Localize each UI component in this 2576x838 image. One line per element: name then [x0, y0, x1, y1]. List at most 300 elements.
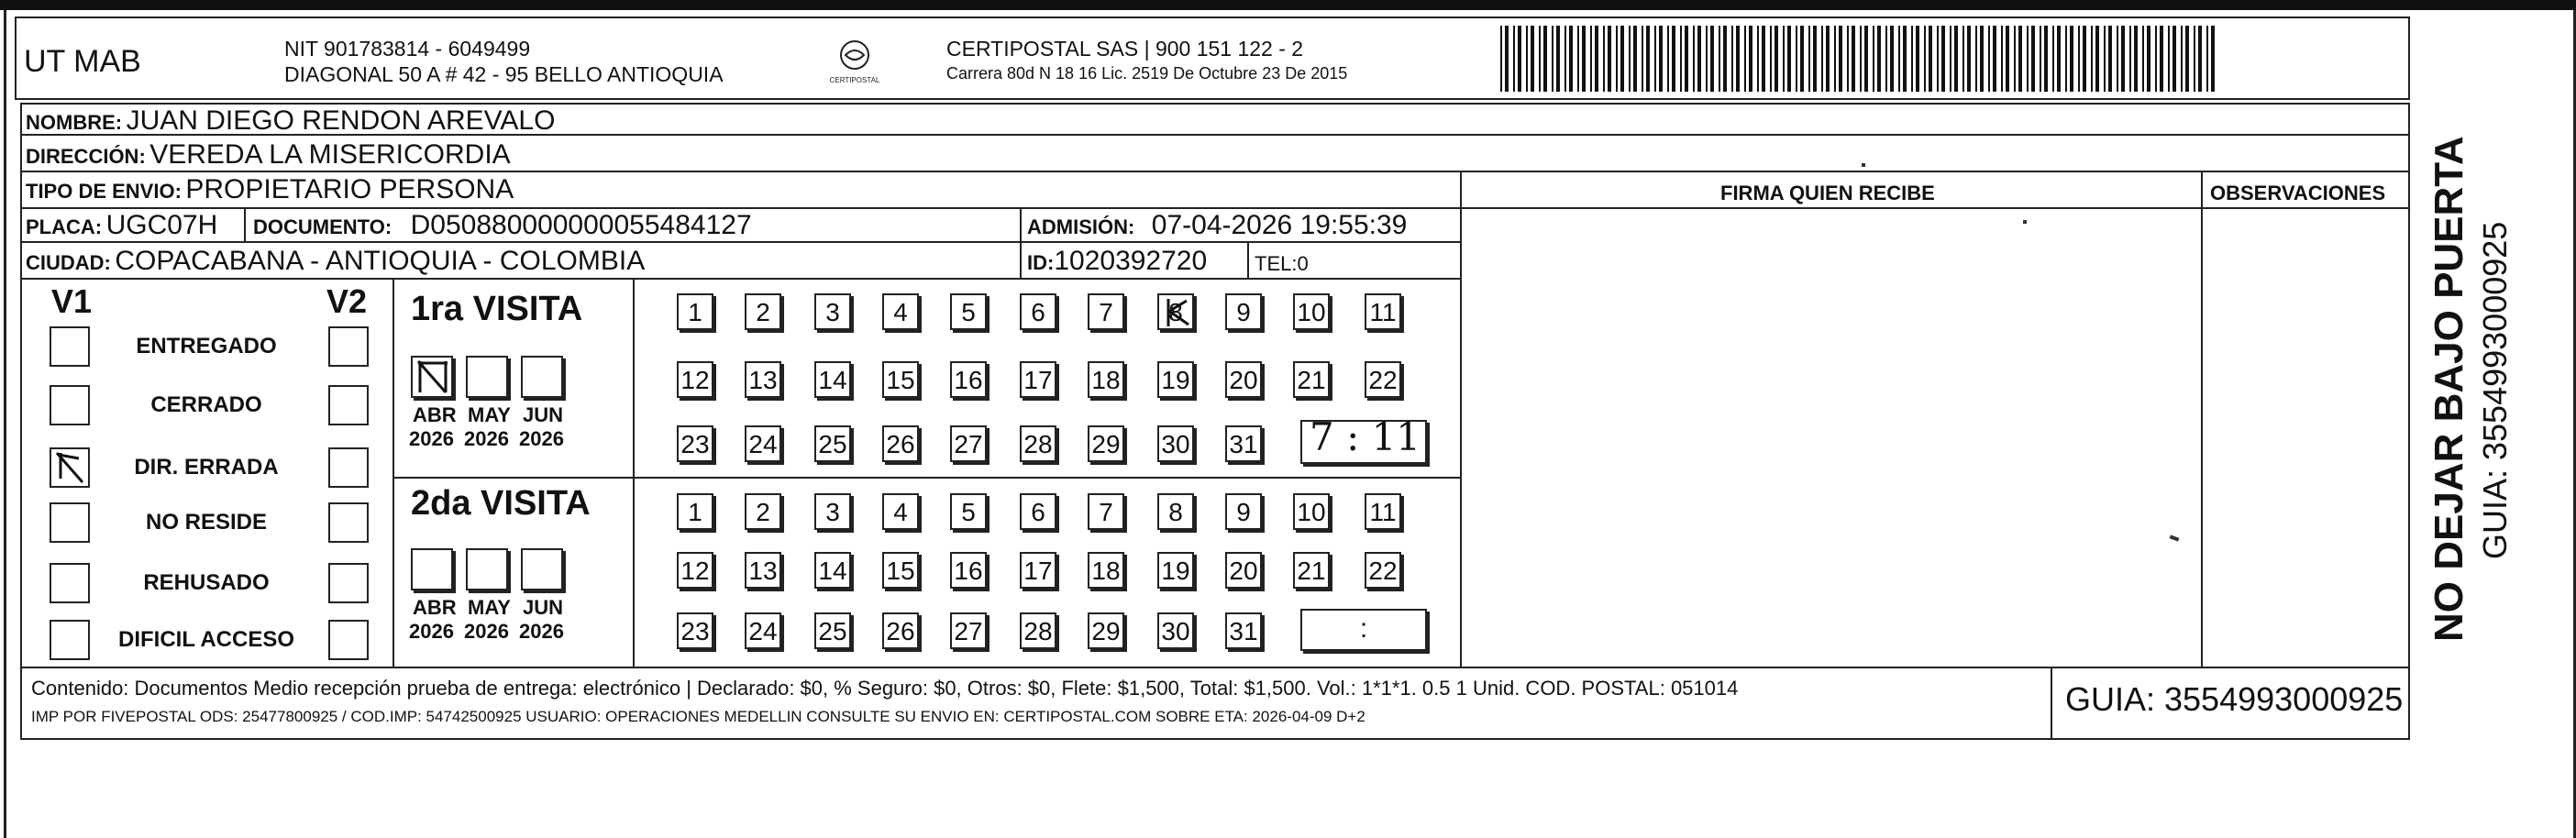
barcode-bar: [2031, 26, 2035, 92]
tipo-row: TIPO DE ENVIO: PROPIETARIO PERSONA: [26, 174, 514, 204]
day-box[interactable]: [1020, 493, 1056, 530]
day-number: 1: [688, 298, 702, 326]
barcode-bar: [1505, 26, 1509, 92]
side-warning: NO DEJAR BAJO PUERTA: [2427, 136, 2471, 642]
day-box[interactable]: [882, 493, 919, 530]
day-number: 6: [1031, 498, 1045, 526]
day-box[interactable]: [1293, 493, 1330, 530]
barcode-bar: [1885, 26, 1887, 92]
status-label: DIFICIL ACCESO: [117, 627, 294, 652]
visit1-time: 7 : 11: [1310, 414, 1421, 459]
day-box[interactable]: [745, 552, 781, 589]
day-box[interactable]: [950, 493, 987, 530]
barcode-bar: [1898, 26, 1900, 92]
day-box[interactable]: [1365, 361, 1401, 398]
v2-header: V2: [326, 282, 368, 320]
day-number: 13: [748, 557, 778, 585]
side-guia: GUIA: 3554993000925: [2476, 221, 2514, 559]
day-number: 8: [1168, 298, 1183, 326]
col-line: [244, 207, 246, 241]
barcode-bar: [1642, 26, 1643, 92]
barcode-bar: [2172, 26, 2176, 92]
day-box[interactable]: [882, 293, 919, 330]
month-checkbox[interactable]: [521, 548, 563, 590]
barcode-bar: [1967, 26, 1971, 92]
day-number: 20: [1229, 366, 1258, 394]
barcode-bar: [2057, 26, 2061, 92]
nombre-row: NOMBRE: JUAN DIEGO RENDON AREVALO: [26, 105, 556, 136]
day-box[interactable]: [1157, 293, 1194, 330]
day-box[interactable]: [1020, 552, 1056, 589]
barcode-bar: [1826, 26, 1830, 92]
day-number: 11: [1369, 498, 1397, 526]
admision-row: ADMISIÓN: 07-04-2026 19:55:39: [1027, 210, 1408, 240]
barcode-bar: [2006, 26, 2009, 92]
visit2-title: 2da VISITA: [411, 484, 591, 523]
day-box[interactable]: [1293, 552, 1330, 589]
col-line: [2051, 667, 2052, 740]
day-number: 19: [1161, 366, 1190, 394]
barcode-bar: [1903, 26, 1907, 92]
day-box[interactable]: [814, 425, 851, 462]
day-box[interactable]: [745, 612, 781, 649]
day-number: 22: [1368, 557, 1398, 585]
month-checkbox[interactable]: [521, 356, 563, 398]
day-box[interactable]: [1157, 493, 1194, 530]
day-number: 10: [1297, 498, 1326, 526]
ciudad-row: CIUDAD: COPACABANA - ANTIOQUIA - COLOMBIA: [26, 246, 646, 276]
status-label: CERRADO: [150, 392, 262, 417]
day-box[interactable]: [1088, 493, 1124, 530]
col-line: [2201, 171, 2203, 667]
barcode-bar: [1680, 26, 1682, 92]
year-label: 2026: [464, 620, 509, 643]
day-number: 27: [954, 617, 983, 645]
day-number: 6: [1031, 298, 1045, 326]
top-border: [0, 0, 2576, 10]
barcode-bar: [2168, 26, 2170, 92]
barcode-bar: [1564, 26, 1566, 92]
day-number: 21: [1297, 557, 1326, 585]
day-number: 15: [886, 557, 915, 585]
barcode-bar: [1500, 26, 1502, 92]
day-number: 19: [1161, 557, 1190, 585]
barcode-bar: [1539, 26, 1541, 92]
day-number: 24: [748, 617, 778, 645]
admision-value: 07-04-2026 19:55:39: [1151, 210, 1408, 240]
barcode-bar: [2181, 26, 2183, 92]
day-number: 24: [748, 430, 778, 458]
placa-value: UGC07H: [105, 210, 218, 240]
barcode-bar: [2044, 26, 2048, 92]
barcode-bar: [1860, 26, 1862, 92]
barcode-bar: [2134, 26, 2138, 92]
day-box[interactable]: [1088, 425, 1124, 462]
day-box[interactable]: [814, 293, 851, 330]
month-label: JUN: [523, 403, 564, 426]
day-number: 9: [1236, 498, 1251, 526]
day-number: 23: [680, 430, 710, 458]
barcode-bar: [1783, 26, 1785, 92]
barcode-bar: [1770, 26, 1772, 92]
barcode-bar: [1988, 26, 1990, 92]
barcode-bar: [1531, 26, 1534, 92]
day-number: 26: [886, 430, 915, 458]
month-label: ABR: [413, 596, 457, 619]
day-box[interactable]: [1225, 612, 1262, 649]
col-line: [1247, 241, 1249, 278]
barcode-bar: [1595, 26, 1598, 92]
barcode-bar: [2091, 26, 2093, 92]
v1-checkbox[interactable]: [50, 385, 90, 425]
day-number: 18: [1091, 366, 1121, 394]
v1-checkbox[interactable]: [50, 447, 90, 488]
day-number: 29: [1091, 617, 1121, 645]
day-number: 16: [954, 366, 983, 394]
v1-checkbox[interactable]: [50, 502, 90, 543]
day-box[interactable]: [1157, 425, 1194, 462]
barcode-bar: [2194, 26, 2195, 92]
firma-header: FIRMA QUIEN RECIBE: [1720, 182, 1935, 204]
barcode-bar: [1629, 26, 1631, 92]
day-number: 25: [818, 617, 847, 645]
day-box[interactable]: [1088, 361, 1124, 398]
v2-checkbox[interactable]: [328, 563, 369, 603]
visit2-time-box[interactable]: [1300, 609, 1427, 651]
day-box[interactable]: [950, 293, 987, 330]
carrier-name: CERTIPOSTAL SAS | 900 151 122 - 2: [946, 37, 1304, 61]
barcode-bar: [1774, 26, 1778, 92]
barcode-bar: [1513, 26, 1515, 92]
day-number: 20: [1229, 557, 1258, 585]
barcode-bar: [1744, 26, 1746, 92]
svg-text:CERTIPOSTAL: CERTIPOSTAL: [829, 76, 880, 84]
day-number: 9: [1236, 298, 1251, 326]
barcode-bar: [1697, 26, 1701, 92]
visit2-time-placeholder: :: [1359, 613, 1368, 644]
barcode-bar: [2211, 26, 2215, 92]
barcode-bar: [2014, 26, 2016, 92]
month-checkbox[interactable]: [466, 356, 508, 398]
day-number: 25: [818, 430, 847, 458]
day-box[interactable]: [814, 552, 851, 589]
barcode-bar: [1710, 26, 1714, 92]
tipo-value: PROPIETARIO PERSONA: [185, 174, 514, 204]
day-box[interactable]: [950, 361, 987, 398]
day-number: 14: [818, 557, 847, 585]
col-line: [2408, 103, 2410, 740]
day-box[interactable]: [677, 552, 713, 589]
barcode-bar: [2121, 26, 2125, 92]
check-mark-icon: [413, 358, 451, 396]
barcode-bar: [1762, 26, 1765, 92]
day-box[interactable]: [677, 493, 713, 530]
barcode-bar: [2070, 26, 2073, 92]
day-number: 5: [961, 298, 976, 326]
day-box[interactable]: [1020, 293, 1056, 330]
documento-row: DOCUMENTO: D050880000000055484127: [253, 210, 752, 240]
day-number: 28: [1023, 617, 1053, 645]
day-number: 27: [954, 430, 983, 458]
day-box[interactable]: [882, 425, 919, 462]
carrier-license: Carrera 80d N 18 16 Lic. 2519 De Octubre 23 De 2015: [946, 64, 1348, 83]
direccion-value: VEREDA LA MISERICORDIA: [149, 139, 511, 170]
visit1-time-box[interactable]: [1300, 414, 1427, 464]
barcode-bar: [2018, 26, 2022, 92]
footer-guia: GUIA: 3554993000925: [2065, 680, 2404, 718]
barcode-bar: [1706, 26, 1708, 92]
status-label: NO RESIDE: [145, 510, 268, 535]
day-box[interactable]: [882, 552, 919, 589]
barcode-bar: [2206, 26, 2208, 92]
day-box[interactable]: [1088, 612, 1124, 649]
direccion-row: DIRECCIÓN: VEREDA LA MISERICORDIA: [26, 139, 511, 170]
day-number: 30: [1161, 617, 1190, 645]
month-checkbox[interactable]: [466, 548, 508, 590]
id-row: ID:1020392720: [1027, 246, 1208, 276]
day-box[interactable]: [677, 612, 713, 649]
day-box[interactable]: [745, 293, 781, 330]
day-number: 16: [954, 557, 983, 585]
barcode-bar: [1731, 26, 1733, 92]
day-box[interactable]: [745, 425, 781, 462]
col-line: [633, 278, 635, 667]
barcode-bar: [1980, 26, 1984, 92]
day-number: 3: [825, 498, 840, 526]
barcode-bar: [2147, 26, 2150, 92]
day-box[interactable]: [1225, 293, 1262, 330]
status-label: REHUSADO: [143, 570, 270, 595]
barcode-bar: [1659, 26, 1663, 92]
year-label: 2026: [519, 620, 564, 643]
v1-checkbox[interactable]: [50, 620, 90, 660]
day-box[interactable]: [1225, 493, 1262, 530]
nit-text: NIT 901783814 - 6049499: [284, 37, 531, 61]
month-checkbox[interactable]: [411, 356, 453, 398]
v1-checkbox[interactable]: [50, 326, 90, 367]
day-box[interactable]: [950, 552, 987, 589]
day-box[interactable]: [814, 361, 851, 398]
day-number: 26: [886, 617, 915, 645]
day-box[interactable]: [1088, 293, 1124, 330]
day-box[interactable]: [1365, 293, 1401, 330]
day-box[interactable]: [950, 425, 987, 462]
day-number: 7: [1099, 498, 1113, 526]
barcode-bar: [1590, 26, 1592, 92]
barcode-bar: [1941, 26, 1945, 92]
barcode-bar: [1646, 26, 1650, 92]
year-label: 2026: [464, 427, 509, 450]
row-line: [20, 278, 1460, 280]
day-number: 5: [961, 498, 976, 526]
barcode-bar: [1633, 26, 1637, 92]
barcode-bar: [2185, 26, 2189, 92]
v1-header: V1: [51, 282, 93, 320]
day-number: 7: [1099, 298, 1113, 326]
barcode-bar: [1929, 26, 1932, 92]
barcode-bar: [1654, 26, 1656, 92]
day-box[interactable]: [814, 493, 851, 530]
barcode: [1500, 26, 2225, 92]
barcode-bar: [1796, 26, 1797, 92]
day-box[interactable]: [882, 361, 919, 398]
day-number: 18: [1091, 557, 1121, 585]
day-box[interactable]: [950, 612, 987, 649]
day-box[interactable]: [1157, 612, 1194, 649]
day-box[interactable]: [1225, 552, 1262, 589]
visit1-title: 1ra VISITA: [411, 290, 583, 328]
barcode-bar: [1890, 26, 1894, 92]
barcode-bar: [1800, 26, 1804, 92]
day-box[interactable]: [745, 493, 781, 530]
day-box[interactable]: [1293, 293, 1330, 330]
documento-value: D050880000000055484127: [410, 210, 752, 240]
barcode-bar: [2027, 26, 2029, 92]
day-number: 14: [818, 366, 847, 394]
year-label: 2026: [409, 427, 454, 450]
placa-row: PLACA: UGC07H: [26, 210, 218, 240]
day-number: 23: [680, 617, 710, 645]
ciudad-value: COPACABANA - ANTIOQUIA - COLOMBIA: [115, 246, 646, 276]
day-box[interactable]: [1365, 552, 1401, 589]
status-label: ENTREGADO: [136, 334, 277, 358]
barcode-bar: [1808, 26, 1810, 92]
day-number: 22: [1368, 366, 1398, 394]
day-box[interactable]: [814, 612, 851, 649]
v2-checkbox[interactable]: [328, 326, 369, 367]
day-number: 3: [825, 298, 840, 326]
day-box[interactable]: [677, 361, 713, 398]
month-label: JUN: [523, 596, 564, 619]
observaciones-header: OBSERVACIONES: [2210, 182, 2386, 204]
day-box[interactable]: [1365, 493, 1401, 530]
certipostal-logo: [829, 37, 880, 88]
day-box[interactable]: [1020, 425, 1056, 462]
day-box[interactable]: [1020, 612, 1056, 649]
barcode-bar: [1556, 26, 1560, 92]
barcode-bar: [1757, 26, 1759, 92]
barcode-bar: [1693, 26, 1695, 92]
day-number: 31: [1229, 430, 1258, 458]
tel-value: TEL:0: [1255, 252, 1309, 275]
barcode-bar: [1852, 26, 1855, 92]
day-number: 12: [680, 557, 710, 585]
barcode-bar: [1749, 26, 1752, 92]
row-line: [1460, 207, 2408, 209]
day-number: 10: [1297, 298, 1326, 326]
stray-mark: [2023, 220, 2027, 224]
day-number: 29: [1091, 430, 1121, 458]
day-number: 31: [1229, 617, 1258, 645]
barcode-bar: [1873, 26, 1874, 92]
day-box[interactable]: [677, 425, 713, 462]
barcode-bar: [2129, 26, 2131, 92]
row-line: [392, 477, 1460, 479]
check-mark-icon: [1159, 295, 1192, 328]
barcode-bar: [1526, 26, 1528, 92]
day-box[interactable]: [745, 361, 781, 398]
barcode-bar: [2078, 26, 2080, 92]
barcode-bar: [2065, 26, 2067, 92]
day-number: 13: [748, 366, 778, 394]
barcode-bar: [1813, 26, 1817, 92]
day-box[interactable]: [1157, 361, 1194, 398]
day-number: 1: [688, 498, 702, 526]
stray-mark: [1862, 163, 1865, 167]
barcode-bar: [1937, 26, 1939, 92]
day-box[interactable]: [1293, 361, 1330, 398]
day-box[interactable]: [1020, 361, 1056, 398]
barcode-bar: [1569, 26, 1573, 92]
barcode-bar: [1582, 26, 1586, 92]
col-line: [1460, 171, 1462, 667]
barcode-bar: [2142, 26, 2144, 92]
barcode-bar: [1847, 26, 1849, 92]
month-label: MAY: [468, 596, 511, 619]
barcode-bar: [1993, 26, 1996, 92]
day-number: 30: [1161, 430, 1190, 458]
frame-left: [4, 10, 6, 838]
barcode-bar: [1672, 26, 1675, 92]
barcode-bar: [1787, 26, 1791, 92]
barcode-bar: [1834, 26, 1836, 92]
year-label: 2026: [519, 427, 564, 450]
v1-checkbox[interactable]: [50, 563, 90, 603]
year-label: 2026: [409, 620, 454, 643]
barcode-bar: [1864, 26, 1868, 92]
month-label: MAY: [468, 403, 511, 426]
month-checkbox[interactable]: [411, 548, 453, 590]
day-number: 17: [1023, 557, 1053, 585]
v2-checkbox[interactable]: [328, 502, 369, 543]
barcode-bar: [1736, 26, 1740, 92]
day-box[interactable]: [1157, 552, 1194, 589]
day-number: 21: [1297, 366, 1326, 394]
day-number: 28: [1023, 430, 1053, 458]
col-line: [1020, 207, 1022, 278]
footer-line1: Contenido: Documentos Medio recepción prueba de entrega: electrónico | Declarado: $0, % Seguro: $0, Otros: $0, Flete: $1,500, Total: $1,500. Vol.: 1*1*1. 0.5 1 Unid. COD. POSTAL: 051014: [31, 677, 1739, 700]
company-name: UT MAB: [24, 44, 141, 79]
v2-checkbox[interactable]: [328, 447, 369, 488]
barcode-bar: [2117, 26, 2118, 92]
day-box[interactable]: [1088, 552, 1124, 589]
barcode-bar: [1719, 26, 1720, 92]
row-line: [20, 241, 1460, 243]
barcode-bar: [1518, 26, 1521, 92]
day-box[interactable]: [677, 293, 713, 330]
barcode-bar: [1616, 26, 1618, 92]
barcode-bar: [1543, 26, 1547, 92]
day-box[interactable]: [1225, 361, 1262, 398]
barcode-bar: [2001, 26, 2003, 92]
barcode-bar: [2198, 26, 2202, 92]
day-box[interactable]: [882, 612, 919, 649]
v2-checkbox[interactable]: [328, 620, 369, 660]
barcode-bar: [1950, 26, 1951, 92]
day-box[interactable]: [1225, 425, 1262, 462]
barcode-bar: [1723, 26, 1727, 92]
address-text: DIAGONAL 50 A # 42 - 95 BELLO ANTIOQUIA: [284, 62, 724, 86]
v2-checkbox[interactable]: [328, 385, 369, 425]
month-label: ABR: [413, 403, 457, 426]
day-number: 11: [1369, 298, 1397, 326]
barcode-bar: [1577, 26, 1579, 92]
barcode-bar: [1962, 26, 1964, 92]
barcode-bar: [2083, 26, 2086, 92]
nombre-value: JUAN DIEGO RENDON AREVALO: [126, 105, 556, 136]
barcode-bar: [1667, 26, 1669, 92]
barcode-bar: [2052, 26, 2054, 92]
